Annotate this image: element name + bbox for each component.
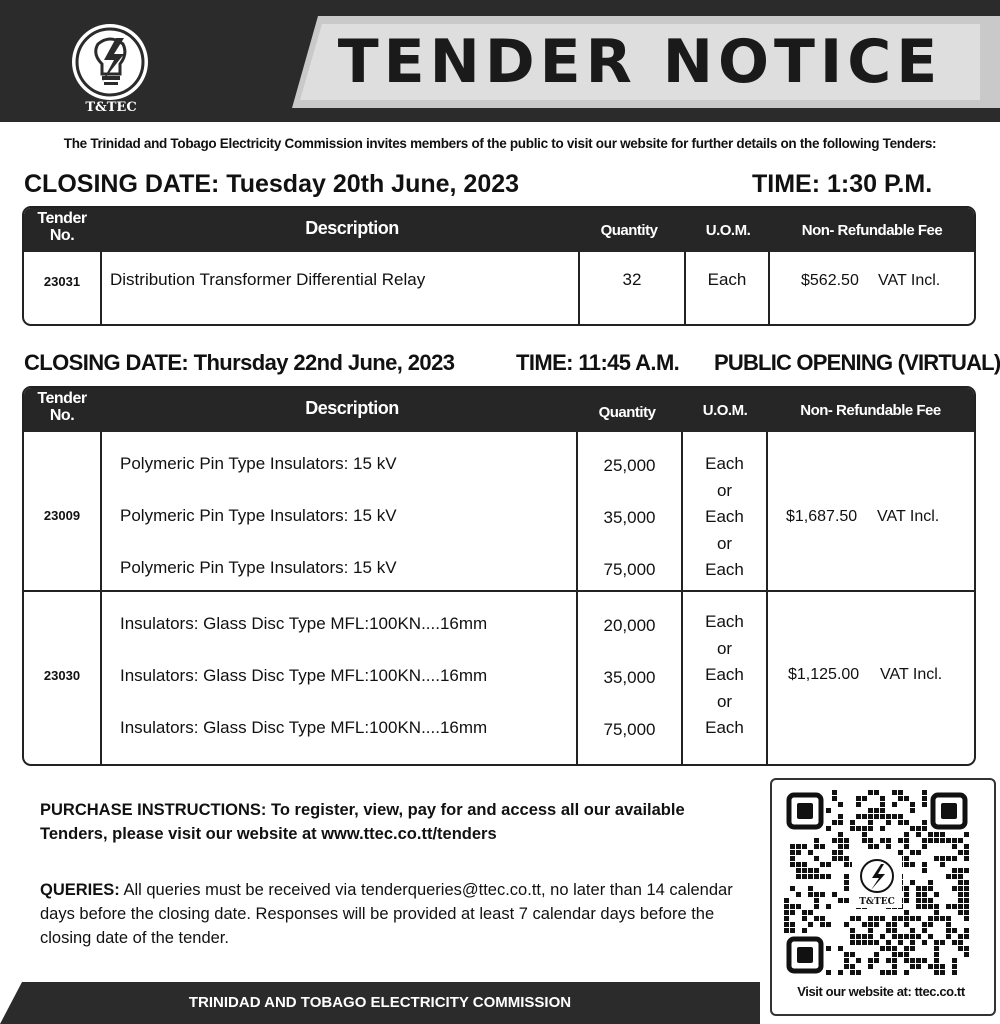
quantity: 25,000 <box>603 456 656 475</box>
tender-no: 23031 <box>43 274 81 289</box>
closing-time-2: TIME: 11:45 A.M. <box>516 350 680 375</box>
purchase-label: PURCHASE INSTRUCTIONS: <box>40 801 267 819</box>
uom: Each <box>705 612 744 631</box>
tender-table-2 <box>22 386 976 766</box>
qr-logo-text: T&TEC <box>859 897 895 907</box>
description: Insulators: Glass Disc Type MFL:100KN....16mm <box>120 666 488 685</box>
header-description: Description <box>305 218 399 238</box>
description: Distribution Transformer Differential Relay <box>110 270 426 289</box>
ttec-logo-icon <box>68 20 152 104</box>
queries-label: QUERIES: <box>40 881 120 899</box>
quantity: 75,000 <box>603 560 656 579</box>
fee: $1,125.00 <box>788 666 860 683</box>
closing-date-1: CLOSING DATE: Tuesday 20th June, 2023 <box>24 170 520 198</box>
footer-org-name: TRINIDAD AND TOBAGO ELECTRICITY COMMISSION <box>188 994 572 1011</box>
quantity: 75,000 <box>603 720 656 739</box>
purchase-text: To register, view, pay for and access all our available Tenders, please visit our website at www.ttec.co.tt/tenders <box>40 801 685 843</box>
description: Polymeric Pin Type Insulators: 15 kV <box>120 454 397 473</box>
uom: Each <box>705 454 744 473</box>
uom: Each <box>705 507 744 526</box>
uom: Each <box>705 718 744 737</box>
uom: Each <box>707 270 747 289</box>
closing-date-2: CLOSING DATE: Thursday 22nd June, 2023 <box>24 350 455 375</box>
qr-caption: Visit our website at: ttec.co.tt <box>797 984 965 999</box>
quantity: 35,000 <box>603 668 656 687</box>
uom-stack <box>683 609 766 742</box>
quantity: 20,000 <box>603 616 656 635</box>
page-title: TENDER NOTICE <box>337 27 943 97</box>
header-uom: U.O.M. <box>702 402 748 419</box>
fee: $562.50 <box>801 272 859 289</box>
uom-or: or <box>716 480 733 500</box>
description: Insulators: Glass Disc Type MFL:100KN....16mm <box>120 718 488 737</box>
qr-code-icon[interactable] <box>784 790 970 976</box>
public-opening: PUBLIC OPENING (VIRTUAL) <box>714 350 1000 375</box>
description: Polymeric Pin Type Insulators: 15 kV <box>120 506 397 525</box>
quantity: 35,000 <box>603 508 656 527</box>
logo-text: T&TEC <box>85 100 137 115</box>
queries <box>40 878 750 950</box>
description: Polymeric Pin Type Insulators: 15 kV <box>120 558 397 577</box>
uom-stack <box>683 451 766 584</box>
header-uom: U.O.M. <box>705 222 751 239</box>
queries-text: All queries must be received via tenderqueries@ttec.co.tt, no later than 14 calendar days before the closing date. Responses will be provided at least 7 calendar days before the closing date of the tender. <box>40 881 733 947</box>
uom-or: or <box>716 638 733 658</box>
table-header <box>24 208 974 252</box>
intro-text: The Trinidad and Tobago Electricity Commission invites members of the public to visit our website for further details on the following Tenders: <box>63 136 937 151</box>
tender-no: 23030 <box>43 668 81 683</box>
uom-or: or <box>716 533 733 553</box>
fee: $1,687.50 <box>786 508 858 525</box>
header-quantity: Quantity <box>600 222 658 239</box>
uom: Each <box>705 665 744 684</box>
table-header <box>24 388 974 432</box>
header-quantity: Quantity <box>598 404 656 421</box>
description: Insulators: Glass Disc Type MFL:100KN....16mm <box>120 614 488 633</box>
tender-table-1 <box>22 206 976 326</box>
closing-time-1: TIME: 1:30 P.M. <box>752 170 933 198</box>
uom: Each <box>705 560 744 579</box>
tender-no: 23009 <box>43 508 81 523</box>
header-tender-no: Tender No. <box>37 210 87 244</box>
header-tender-no: Tender No. <box>37 390 87 424</box>
vat: VAT Incl. <box>878 272 941 289</box>
uom-or: or <box>716 691 733 711</box>
header-fee: Non- Refundable Fee <box>800 402 941 419</box>
vat: VAT Incl. <box>877 508 940 525</box>
vat: VAT Incl. <box>880 666 943 683</box>
quantity: 32 <box>622 270 642 289</box>
header-description: Description <box>305 398 399 418</box>
header-fee: Non- Refundable Fee <box>801 222 943 239</box>
purchase-instructions <box>40 798 750 846</box>
